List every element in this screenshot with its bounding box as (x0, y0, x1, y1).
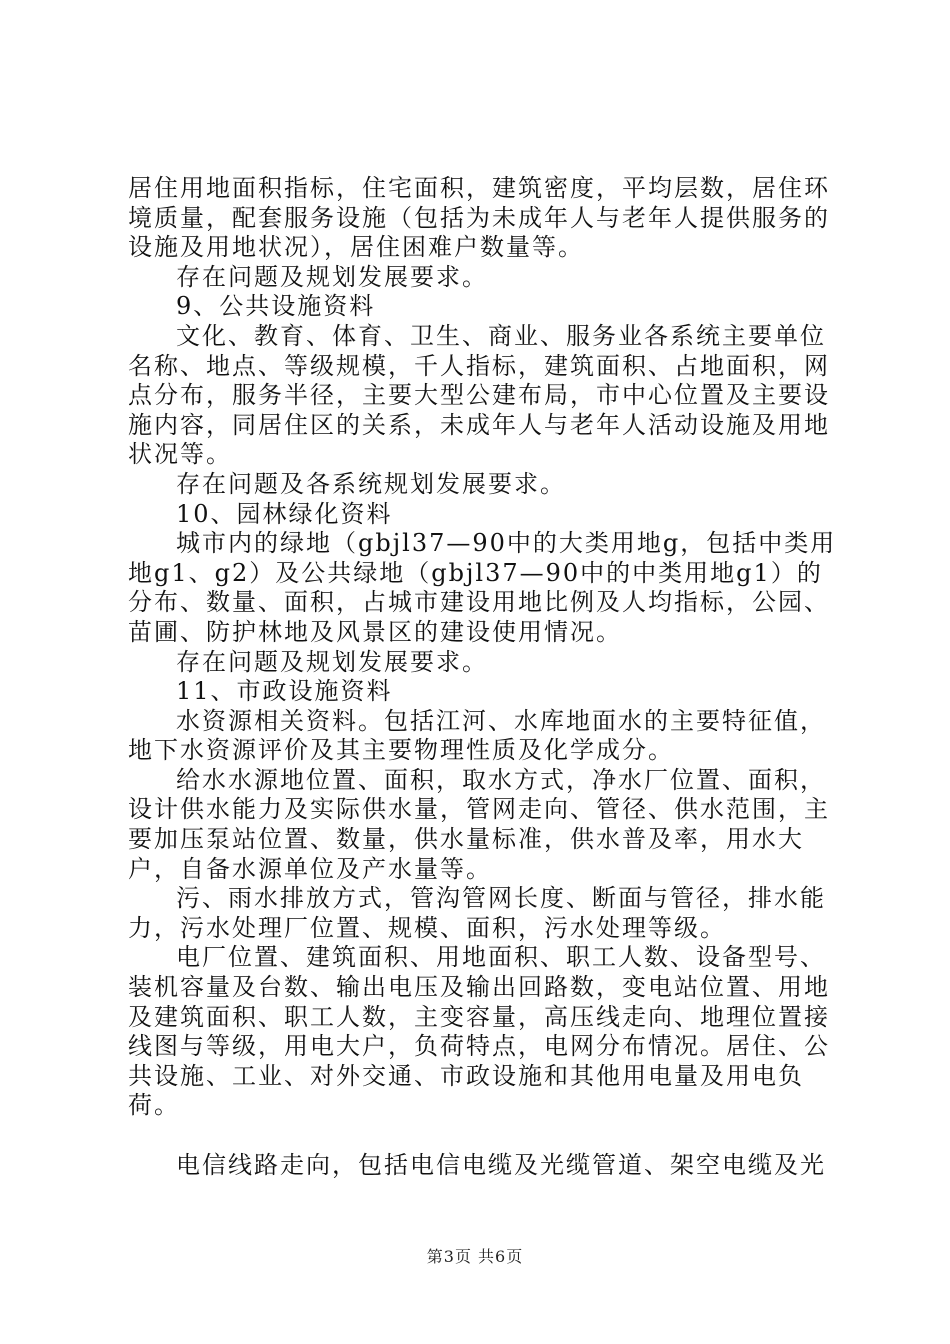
section-heading-landscaping: 10、园林绿化资料 (176, 499, 393, 528)
paragraph-public-facilities-problems: 存在问题及各系统规划发展要求。 (176, 469, 566, 498)
paragraph-water-supply: 给水水源地位置、面积，取水方式，净水厂位置、面积，设计供水能力及实际供水量，管网走向、管径、供水范围，主要加压泵站位置、数量，供水量标准，供水普及率，用水大户，自备水源单位及产水量等。 (128, 765, 830, 883)
paragraph-residential-indicators: 居住用地面积指标，住宅面积，建筑密度，平均层数，居住环境质量，配套服务设施（包括为未成年人与老年人提供服务的设施及用地状况），居住困难户数量等。 (128, 174, 830, 262)
paragraph-water-resources: 水资源相关资料。包括江河、水库地面水的主要特征值，地下水资源评价及其主要物理性质及化学成分。 (128, 706, 826, 765)
document-body (128, 174, 848, 1181)
section-heading-public-facilities: 9、公共设施资料 (176, 292, 376, 321)
paragraph-drainage: 污、雨水排放方式，管沟管网长度、断面与管径，排水能力，污水处理厂位置、规模、面积，污水处理等级。 (128, 884, 826, 942)
paragraph-green-space: 城市内的绿地（gbjl37—90中的大类用地g，包括中类用地g1、g2）及公共绿地（gbjl37—90中的中类用地g1）的分布、数量、面积，占城市建设用地比例及人均指标，公园、苗圃、防护林地及风景区的建设使用情况。 (128, 529, 837, 646)
paragraph-public-facilities: 文化、教育、体育、卫生、商业、服务业各系统主要单位名称、地点、等级规模，千人指标，建筑面积、占地面积，网点分布，服务半径，主要大型公建布局，市中心位置及主要设施内容，同居住区的关系，未成年人与老年人活动设施及用地状况等。 (128, 321, 830, 469)
paragraph-telecom: 电信线路走向，包括电信电缆及光缆管道、架空电缆及光 (176, 1151, 826, 1179)
section-heading-municipal: 11、市政设施资料 (176, 677, 393, 706)
paragraph-landscaping-problems: 存在问题及规划发展要求。 (176, 647, 488, 676)
page-footer: 第3页 共6页 (426, 1247, 524, 1266)
paragraph-power: 电厂位置、建筑面积、用地面积、职工人数、设备型号、装机容量及台数、输出电压及输出回路数，变电站位置、用地及建筑面积、职工人数，主变容量，高压线走向、地理位置接线图与等级，用电大户，负荷特点，电网分布情况。居住、公共设施、工业、对外交通、市政设施和其他用电量及用电负荷。 (128, 943, 830, 1120)
paragraph-residential-problems: 存在问题及规划发展要求。 (176, 262, 488, 291)
